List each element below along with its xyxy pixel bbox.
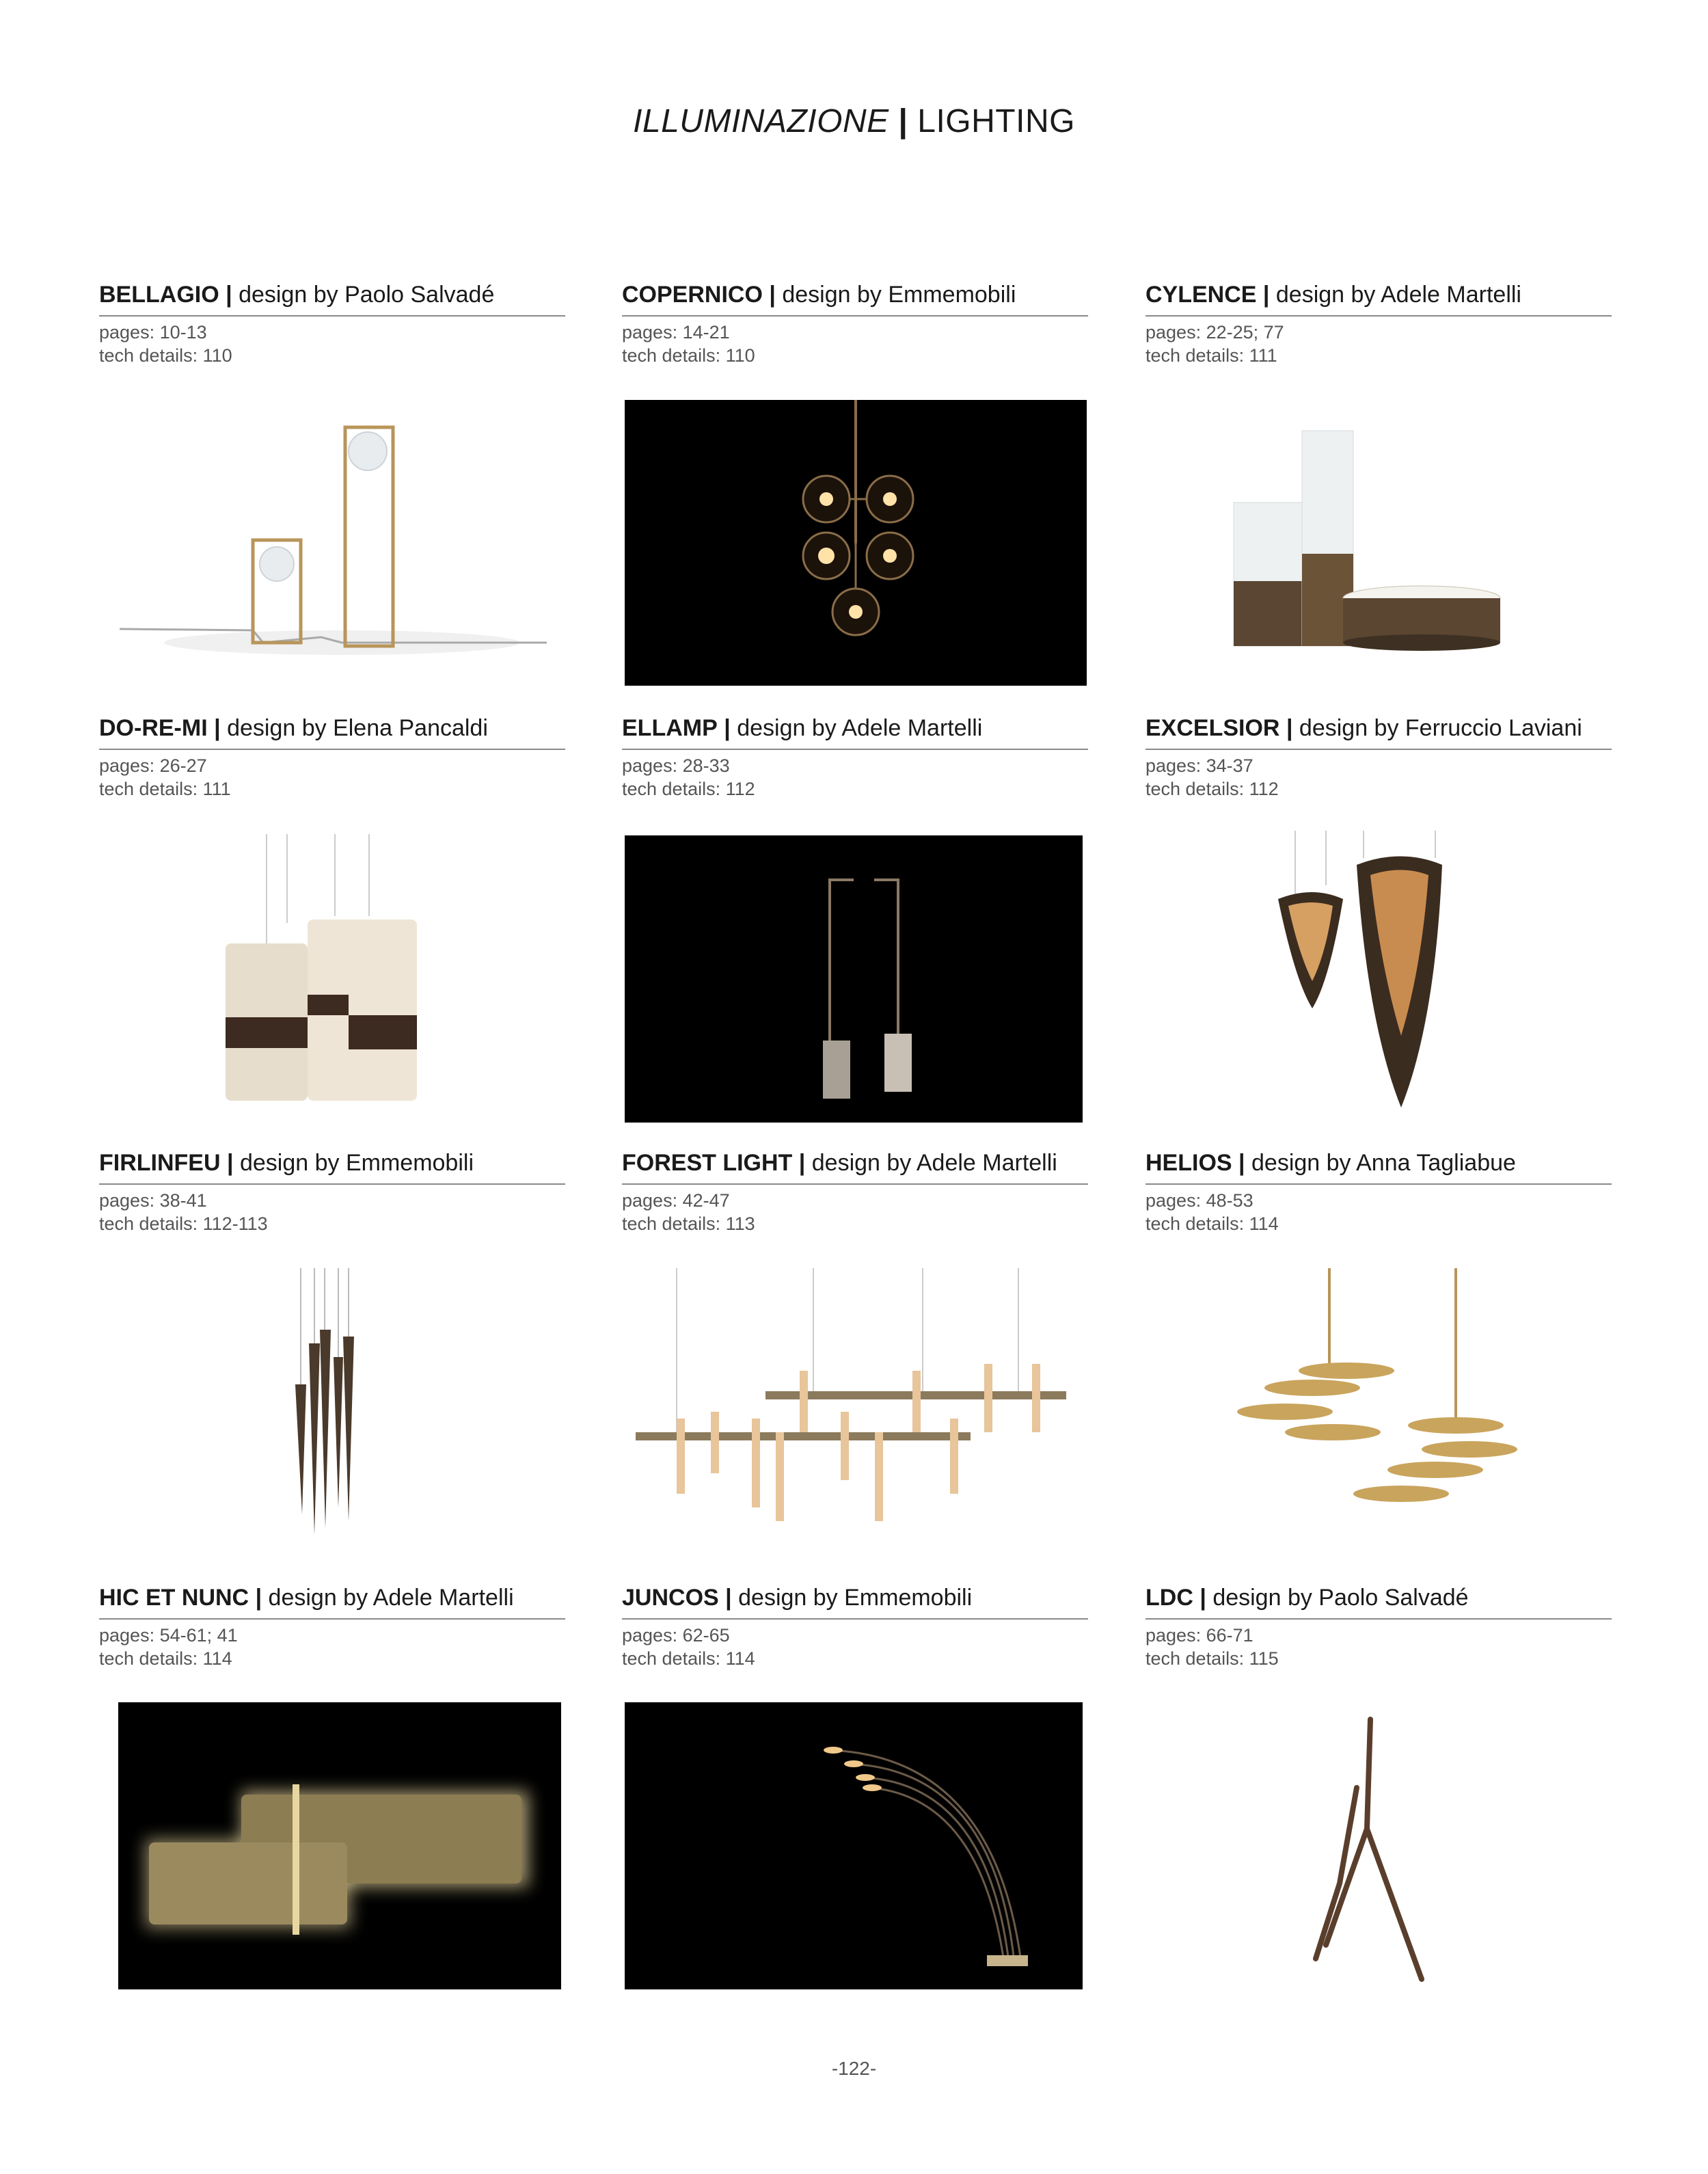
- product-tech: tech details: 113: [622, 1213, 755, 1234]
- product-entry: [1146, 1585, 1612, 1670]
- product-tech: tech details: 111: [1146, 345, 1277, 366]
- arc-lamp-image: [625, 1702, 1083, 1989]
- product-tech: tech details: 112: [1146, 779, 1279, 799]
- cylinder-lamps-image: [1217, 417, 1510, 663]
- product-heading: EXCELSIOR | design by Ferruccio Laviani: [1146, 715, 1612, 750]
- product-designer: design by Adele Martelli: [811, 1150, 1057, 1176]
- product-heading: HIC ET NUNC | design by Adele Martelli: [99, 1585, 565, 1620]
- product-entry: [1146, 1150, 1612, 1235]
- tripod-lamp-image: [1299, 1713, 1469, 1993]
- product-tech: tech details: 114: [99, 1648, 232, 1669]
- product-pages: pages: 28-33: [622, 755, 730, 776]
- product-name: FIRLINFEU: [99, 1150, 221, 1176]
- product-heading: BELLAGIO | design by Paolo Salvadé: [99, 282, 565, 317]
- product-entry: [622, 715, 1088, 801]
- product-tech: tech details: 114: [1146, 1213, 1279, 1234]
- product-entry: [622, 282, 1088, 367]
- product-pages: pages: 22-25; 77: [1146, 322, 1284, 343]
- floor-arcs-image: [625, 835, 1083, 1123]
- product-tech: tech details: 115: [1146, 1648, 1279, 1669]
- product-tech: tech details: 112-113: [99, 1213, 268, 1234]
- product-name: ELLAMP: [622, 715, 718, 741]
- product-pages: pages: 48-53: [1146, 1190, 1253, 1211]
- product-entry: [99, 282, 565, 367]
- product-name: COPERNICO: [622, 282, 763, 308]
- product-name: FOREST LIGHT: [622, 1150, 793, 1176]
- product-heading: CYLENCE | design by Adele Martelli: [1146, 282, 1612, 317]
- product-entry: [1146, 282, 1612, 367]
- product-tech: tech details: 114: [622, 1648, 755, 1669]
- product-pages: pages: 38-41: [99, 1190, 207, 1211]
- product-designer: design by Elena Pancaldi: [227, 715, 488, 741]
- page-number: -122-: [831, 2058, 877, 2079]
- product-pages: pages: 34-37: [1146, 755, 1253, 776]
- product-designer: design by Anna Tagliabue: [1251, 1150, 1516, 1176]
- product-heading: JUNCOS | design by Emmemobili: [622, 1585, 1088, 1620]
- product-name: HIC ET NUNC: [99, 1585, 249, 1611]
- product-designer: design by Emmemobili: [782, 282, 1016, 308]
- page-title-rest: LIGHTING: [917, 103, 1075, 139]
- product-tech: tech details: 110: [99, 345, 232, 366]
- spike-pendants-image: [273, 1268, 383, 1548]
- product-pages: pages: 14-21: [622, 322, 730, 343]
- product-pages: pages: 10-13: [99, 322, 207, 343]
- product-heading: ELLAMP | design by Adele Martelli: [622, 715, 1088, 750]
- product-heading: FOREST LIGHT | design by Adele Martelli: [622, 1150, 1088, 1185]
- product-designer: design by Ferruccio Laviani: [1299, 715, 1582, 741]
- product-entry: [99, 715, 565, 801]
- product-entry: [99, 1585, 565, 1670]
- product-designer: design by Paolo Salvadé: [1212, 1585, 1469, 1611]
- product-designer: design by Emmemobili: [239, 1150, 474, 1176]
- product-name: CYLENCE: [1146, 282, 1257, 308]
- product-designer: design by Adele Martelli: [737, 715, 983, 741]
- product-entry: [622, 1585, 1088, 1670]
- product-name: BELLAGIO: [99, 282, 219, 308]
- product-heading: COPERNICO | design by Emmemobili: [622, 282, 1088, 317]
- chandelier-image: [625, 400, 1087, 686]
- drum-pendants-image: [219, 834, 444, 1108]
- product-heading: DO-RE-MI | design by Elena Pancaldi: [99, 715, 565, 750]
- product-entry: [99, 1150, 565, 1235]
- product-entry: [1146, 715, 1612, 801]
- product-heading: HELIOS | design by Anna Tagliabue: [1146, 1150, 1612, 1185]
- wall-lamp-image: [118, 1702, 561, 1989]
- product-tech: tech details: 110: [622, 345, 755, 366]
- page-title-separator: |: [898, 103, 908, 139]
- product-name: EXCELSIOR: [1146, 715, 1280, 741]
- product-pages: pages: 66-71: [1146, 1625, 1253, 1646]
- linear-pendants-image: [636, 1268, 1080, 1548]
- product-name: DO-RE-MI: [99, 715, 208, 741]
- product-designer: design by Adele Martelli: [1275, 282, 1521, 308]
- product-pages: pages: 62-65: [622, 1625, 730, 1646]
- product-pages: pages: 42-47: [622, 1190, 730, 1211]
- product-designer: design by Paolo Salvadé: [239, 282, 495, 308]
- product-designer: design by Emmemobili: [738, 1585, 973, 1611]
- product-tech: tech details: 112: [622, 779, 755, 799]
- product-entry: [622, 1150, 1088, 1235]
- product-pages: pages: 26-27: [99, 755, 207, 776]
- product-tech: tech details: 111: [99, 779, 231, 799]
- product-designer: design by Adele Martelli: [268, 1585, 514, 1611]
- product-heading: LDC | design by Paolo Salvadé: [1146, 1585, 1612, 1620]
- page-title-italic: ILLUMINAZIONE: [633, 103, 889, 139]
- cone-pendants-image: [1264, 831, 1483, 1118]
- product-pages: pages: 54-61; 41: [99, 1625, 238, 1646]
- floor-lamps-image: [116, 417, 554, 663]
- page-title: [0, 103, 1708, 140]
- disc-pendants-image: [1230, 1268, 1545, 1548]
- product-name: HELIOS: [1146, 1150, 1232, 1176]
- product-name: JUNCOS: [622, 1585, 719, 1611]
- product-name: LDC: [1146, 1585, 1193, 1611]
- product-heading: FIRLINFEU | design by Emmemobili: [99, 1150, 565, 1185]
